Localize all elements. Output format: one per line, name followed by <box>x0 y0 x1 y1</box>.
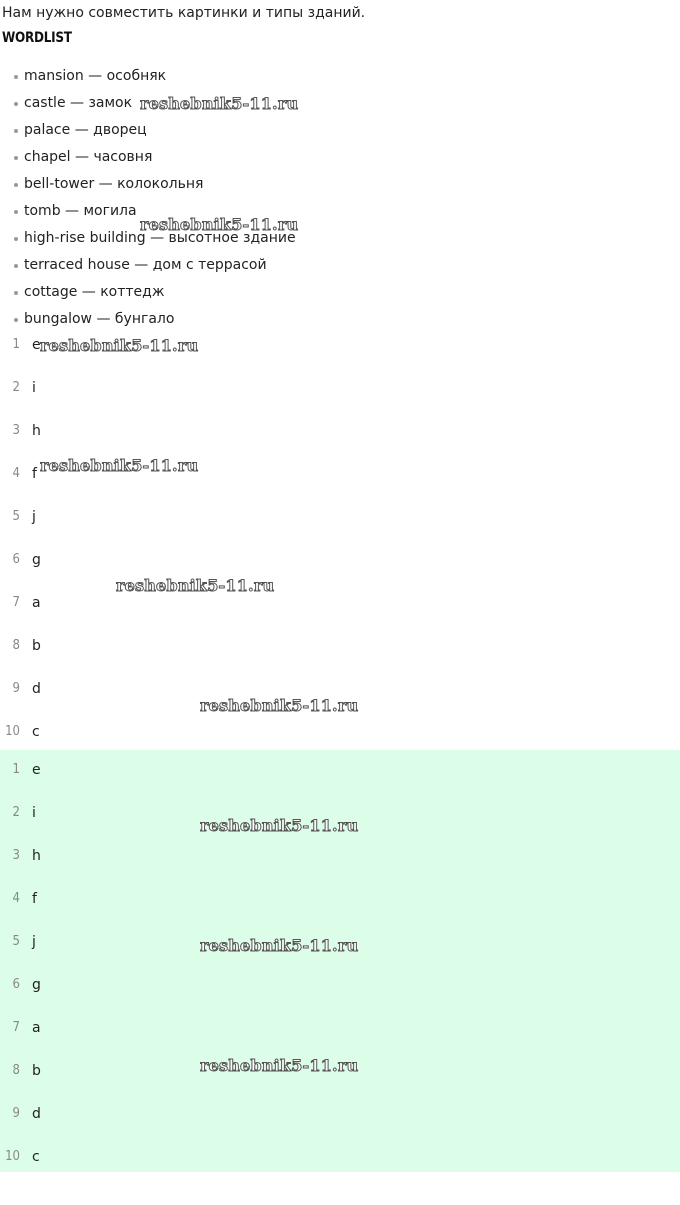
answer-list-highlighted <box>0 750 680 1172</box>
watermark: reshebnik5-11.ru <box>200 1056 359 1075</box>
answer-number: 7 <box>12 1020 20 1035</box>
answer-number: 8 <box>12 638 20 653</box>
answer-number: 10 <box>5 724 20 739</box>
answer-number: 9 <box>12 1106 20 1121</box>
answer-letter: i <box>32 805 36 821</box>
answer-letter: d <box>32 681 41 697</box>
answer-row <box>0 836 680 879</box>
answer-number: 5 <box>12 934 20 949</box>
answer-letter: c <box>32 724 40 740</box>
answer-row <box>0 368 680 411</box>
answer-letter: e <box>32 762 41 778</box>
intro-text: Нам нужно совместить картинки и типы зданий. <box>2 5 366 21</box>
answer-number: 9 <box>12 681 20 696</box>
answer-letter: j <box>32 934 36 950</box>
list-item-text: high-rise building — высотное здание <box>24 230 296 246</box>
list-item <box>0 252 296 279</box>
bullet-icon <box>14 75 18 79</box>
list-item-text: cottage — коттедж <box>24 284 165 300</box>
answer-number: 6 <box>12 552 20 567</box>
answer-number: 3 <box>12 423 20 438</box>
answer-row <box>0 750 680 793</box>
bullet-icon <box>14 237 18 241</box>
list-item <box>0 171 296 198</box>
list-item-text: terraced house — дом с террасой <box>24 257 267 273</box>
answer-number: 3 <box>12 848 20 863</box>
bullet-icon <box>14 318 18 322</box>
answer-number: 1 <box>12 337 20 352</box>
answer-row <box>0 325 680 368</box>
watermark: reshebnik5-11.ru <box>140 94 299 113</box>
answer-row <box>0 1094 680 1137</box>
answer-row <box>0 626 680 669</box>
answer-number: 8 <box>12 1063 20 1078</box>
answer-letter: f <box>32 466 37 482</box>
answer-row <box>0 1051 680 1094</box>
list-item-text: bell-tower — колокольня <box>24 176 204 192</box>
list-item-text: chapel — часовня <box>24 149 153 165</box>
list-item-text: bungalow — бунгало <box>24 311 175 327</box>
watermark: reshebnik5-11.ru <box>40 336 199 355</box>
answer-row <box>0 712 680 755</box>
bullet-icon <box>14 102 18 106</box>
answer-number: 10 <box>5 1149 20 1164</box>
bullet-icon <box>14 156 18 160</box>
answer-number: 7 <box>12 595 20 610</box>
list-item <box>0 279 296 306</box>
answer-row <box>0 497 680 540</box>
watermark: reshebnik5-11.ru <box>200 696 359 715</box>
watermark: reshebnik5-11.ru <box>200 816 359 835</box>
answer-number: 4 <box>12 466 20 481</box>
answer-row <box>0 1137 680 1180</box>
answer-row <box>0 879 680 922</box>
answer-row <box>0 411 680 454</box>
list-item <box>0 144 296 171</box>
answer-row <box>0 669 680 712</box>
answer-row <box>0 583 680 626</box>
answer-letter: a <box>32 595 41 611</box>
answer-number: 2 <box>12 380 20 395</box>
answer-letter: e <box>32 337 41 353</box>
answer-row <box>0 540 680 583</box>
answer-number: 1 <box>12 762 20 777</box>
answer-row <box>0 454 680 497</box>
watermark: reshebnik5-11.ru <box>40 456 199 475</box>
list-item-text: mansion — особняк <box>24 68 167 84</box>
answer-letter: h <box>32 423 41 439</box>
answer-list <box>0 325 680 755</box>
bullet-icon <box>14 210 18 214</box>
bullet-icon <box>14 183 18 187</box>
answer-letter: c <box>32 1149 40 1165</box>
answer-number: 2 <box>12 805 20 820</box>
list-item <box>0 90 299 117</box>
watermark: reshebnik5-11.ru <box>116 576 275 595</box>
answer-row <box>0 1008 680 1051</box>
answer-letter: f <box>32 891 37 907</box>
watermark: reshebnik5-11.ru <box>200 936 359 955</box>
answer-letter: i <box>32 380 36 396</box>
answer-letter: b <box>32 638 41 654</box>
watermark: reshebnik5-11.ru <box>140 215 299 234</box>
answer-letter: b <box>32 1063 41 1079</box>
answer-letter: h <box>32 848 41 864</box>
answer-number: 4 <box>12 891 20 906</box>
list-item <box>0 117 296 144</box>
list-item-text: tomb — могила <box>24 203 137 219</box>
list-item-text: palace — дворец <box>24 122 147 138</box>
answer-letter: j <box>32 509 36 525</box>
answer-number: 5 <box>12 509 20 524</box>
answer-row <box>0 922 680 965</box>
list-item <box>0 63 296 90</box>
wordlist-heading: WORDLIST <box>2 30 72 46</box>
list-item <box>0 225 296 252</box>
answer-row <box>0 965 680 1008</box>
answer-letter: d <box>32 1106 41 1122</box>
answer-letter: g <box>32 977 41 993</box>
answer-letter: a <box>32 1020 41 1036</box>
bullet-icon <box>14 291 18 295</box>
answer-letter: g <box>32 552 41 568</box>
bullet-icon <box>14 264 18 268</box>
wordlist <box>0 63 299 333</box>
bullet-icon <box>14 129 18 133</box>
answer-number: 6 <box>12 977 20 992</box>
answer-row <box>0 793 680 836</box>
list-item-text: castle — замок <box>24 95 133 111</box>
list-item <box>0 198 296 225</box>
